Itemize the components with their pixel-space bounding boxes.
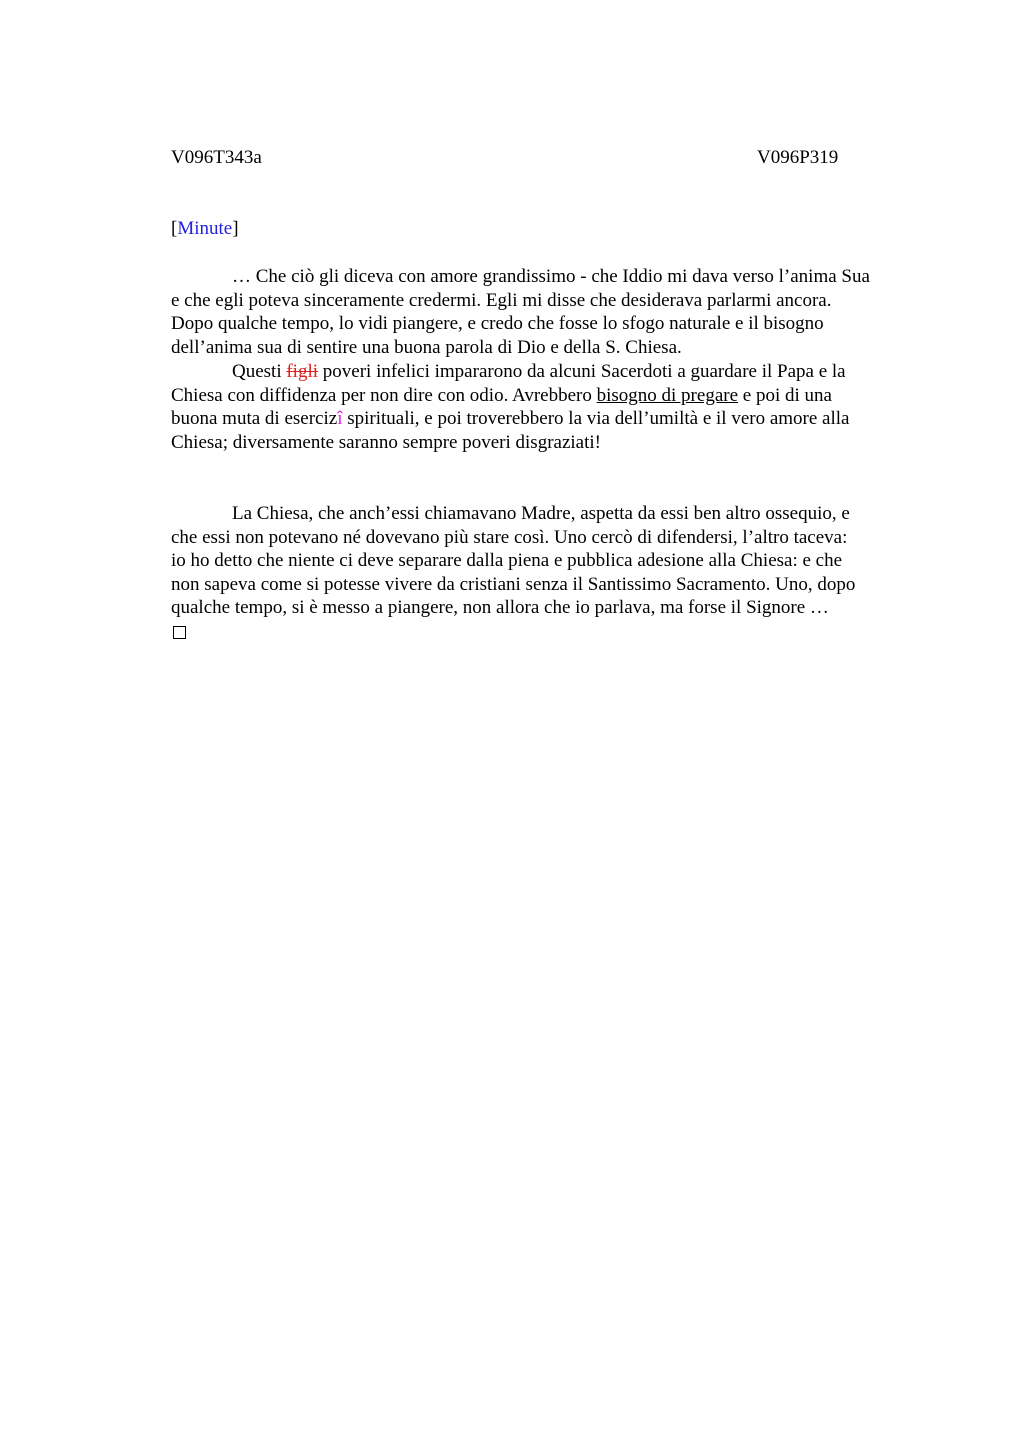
paragraph-1-line: e che egli poteva sinceramente credermi. Egli mi disse che desiderava parlarmi ancora. <box>171 289 832 311</box>
paragraph-2-line: Chiesa; diversamente saranno sempre poveri disgraziati! <box>171 431 601 453</box>
paragraph-2 <box>171 360 849 454</box>
paragraph-3 <box>171 502 855 620</box>
underlined-phrase: bisogno di pregare <box>596 384 739 406</box>
paragraph-3-line: che essi non potevano né dovevano più stare così. Uno cercò di difendersi, l’altro taceva: <box>171 526 848 548</box>
paragraph-1-line: … Che ciò gli diceva con amore grandissimo - che Iddio mi dava verso l’anima Sua <box>232 266 870 287</box>
paragraph-1-line: dell’anima sua di sentire una buona parola di Dio e della S. Chiesa. <box>171 336 682 358</box>
paragraph-2-text: e poi di una <box>738 384 832 406</box>
paragraph-3-line: io ho detto che niente ci deve separare dalla piena e pubblica adesione alla Chiesa: e che <box>171 550 843 572</box>
section-label <box>171 217 239 241</box>
paragraph-3-line: non sapeva come si potesse vivere da cristiani senza il Santissimo Sacramento. Uno, dopo <box>171 573 856 595</box>
document-code-left: V096T343a <box>171 147 262 168</box>
paragraph-2-text: poveri infelici impararono da alcuni Sacerdoti a guardare il Papa e la <box>318 361 846 382</box>
paragraph-2-line <box>171 360 849 384</box>
paragraph-2-text: spirituali, e poi troverebbero la via dell’umiltà e il vero amore alla <box>342 408 850 430</box>
page-code-right: V096P319 <box>757 147 839 168</box>
section-label-text: Minute <box>177 218 233 239</box>
empty-checkbox-icon <box>173 626 186 639</box>
inserted-character: î <box>337 408 343 430</box>
paragraph-1-line: Dopo qualche tempo, lo vidi piangere, e credo che fosse lo sfogo naturale e il bisogno <box>171 313 824 335</box>
section-label-open-bracket: [ <box>171 218 178 239</box>
paragraph-2-line <box>171 384 849 408</box>
paragraph-2-text: Chiesa con diffidenza per non dire con odio. Avrebbero <box>171 384 597 406</box>
paragraph-3-line: qualche tempo, si è messo a piangere, non allora che io parlava, ma forse il Signore … <box>171 597 829 619</box>
paragraph-1 <box>171 265 870 359</box>
paragraph-2-line <box>171 407 849 431</box>
section-label-close-bracket: ] <box>232 218 239 239</box>
deleted-word: figli <box>286 361 319 382</box>
paragraph-2-text: Questi <box>232 361 287 382</box>
paragraph-2-text: buona muta di eserciz <box>171 408 338 430</box>
paragraph-3-line: La Chiesa, che anch’essi chiamavano Madre, aspetta da essi ben altro ossequio, e <box>232 503 850 524</box>
